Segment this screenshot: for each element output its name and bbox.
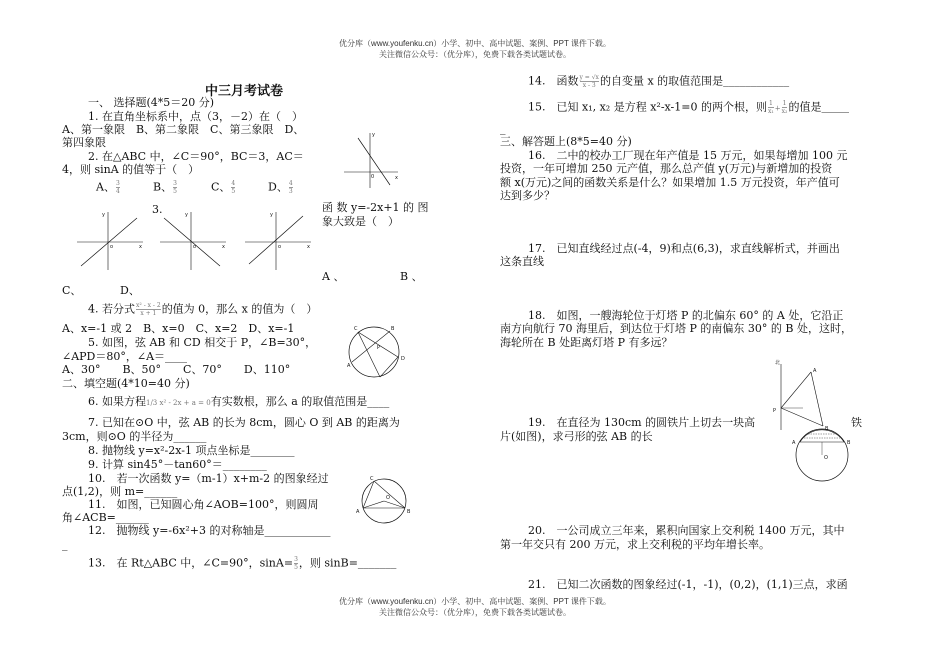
- q3-option-d: D、: [120, 284, 140, 297]
- svg-text:y: y: [185, 212, 188, 218]
- q3-graph-c: [243, 210, 313, 272]
- svg-text:P: P: [773, 408, 777, 414]
- q15-fraction-1: $\frac{1}{\text{x₁}}$: [767, 100, 774, 115]
- question-12-tail: _: [62, 538, 68, 551]
- question-10-cont: 点(1,2)，则 m=______: [62, 485, 178, 498]
- svg-text:B: B: [391, 326, 395, 332]
- svg-text:O: O: [386, 495, 390, 501]
- q1-graph: [340, 130, 400, 190]
- section-2-heading: 二、填空题(4*10=40 分): [62, 377, 190, 390]
- exam-title: 中三月考试卷: [205, 84, 284, 99]
- q2-option-d: D、 $\frac{4}{3}$: [268, 180, 293, 195]
- svg-text:B: B: [847, 440, 851, 446]
- svg-text:B: B: [825, 426, 829, 432]
- question-4-options: A、x=-1 或 2 B、x=0 C、x=2 D、x=-1: [62, 322, 295, 335]
- question-20-cont: 第一年交只有 200 万元，求上交利税的平均年增长率。: [500, 538, 770, 551]
- header-line-2: 关注微信公众号：（优分库），免费下载各类试题试卷。: [379, 50, 571, 59]
- q3-graph-a: [75, 210, 145, 272]
- q2-c-fraction: $\frac{4}{5}$: [231, 180, 236, 195]
- svg-text:y: y: [270, 212, 273, 218]
- q2-option-b: B、 $\frac{3}{5}$: [153, 180, 177, 195]
- q2-a-fraction: $\frac{3}{4}$: [115, 180, 120, 195]
- question-19-end: 铁: [851, 416, 862, 429]
- question-3-number: 3.: [152, 203, 163, 216]
- question-6: 6. 如果方程1/3 x² - 2x + a = 0有实数根，那么 a 的取值范围是____: [88, 395, 390, 408]
- question-20: 20. 一公司成立三年来，累积向国家上交利税 1400 万元，其中: [528, 524, 845, 537]
- question-5: 5. 如图，弦 AB 和 CD 相交于 P，∠B=30°，: [88, 336, 317, 349]
- q3-option-b: B 、: [400, 270, 423, 283]
- page-footer: [0, 596, 950, 618]
- question-19: 19. 在直径为 130cm 的圆铁片上切去一块高: [528, 416, 756, 429]
- svg-text:P: P: [377, 345, 381, 351]
- svg-text:x: x: [307, 244, 310, 250]
- svg-text:B: B: [407, 509, 411, 515]
- q2-option-a: A、 $\frac{3}{4}$: [96, 180, 120, 195]
- question-17-cont: 这条直线: [500, 255, 544, 268]
- svg-text:A: A: [347, 363, 351, 369]
- svg-text:C: C: [370, 476, 374, 482]
- footer-line-2: 关注微信公众号：（优分库），免费下载各类试题试卷。: [379, 608, 571, 617]
- question-18: 18. 如图，一艘海轮位于灯塔 P 的北偏东 60° 的 A 处，它沿正: [528, 309, 844, 322]
- q14-fraction: $\frac{y = √x}{x - 3}$: [579, 74, 599, 89]
- q11-circle-figure: [346, 475, 416, 530]
- svg-text:北: 北: [775, 360, 781, 366]
- svg-text:x: x: [395, 175, 398, 181]
- q3-option-a: A 、: [322, 270, 345, 283]
- q5-circle-figure: [340, 322, 410, 382]
- svg-text:y: y: [372, 132, 375, 138]
- question-13: 13. 在 Rt△ABC 中，∠C=90°，sinA= $\frac{3}{5}$ ，则 sinB=_______: [88, 556, 397, 571]
- question-16-line-3: 额 x(万元)之间的函数关系是什么？如果增加 1.5 万元投资，年产值可: [500, 176, 840, 189]
- q6-equation: 1/3 x² - 2x + a = 0: [146, 399, 211, 407]
- q3-option-c: C、: [62, 284, 82, 297]
- footer-line-1: 优分库（www.youfenku.cn）小学、初中、高中试题、案例、PPT 课件下载。: [339, 597, 611, 606]
- question-2: 2. 在△ABC 中，∠C＝90°，BC＝3，AC＝: [88, 150, 304, 163]
- question-7-cont: 3cm，则⊙O 的半径为______: [62, 430, 207, 443]
- svg-text:O: O: [824, 455, 828, 461]
- question-11-cont: 角∠ACB=______: [62, 511, 149, 524]
- q2-d-fraction: $\frac{4}{3}$: [288, 180, 293, 195]
- question-15-tail: _: [500, 122, 506, 135]
- question-4: 4. 若分式 $\frac{\text{x² - x - 2}}{x + 1}$ 的值为 0，那么 x 的值为（ ）: [88, 302, 318, 317]
- q19-segment-figure: [788, 422, 854, 484]
- question-1-option-d: 第四象限: [62, 136, 106, 149]
- question-17: 17. 已知直线经过点(-4，9)和点(6,3)，求直线解析式，并画出: [528, 242, 840, 255]
- svg-text:0: 0: [371, 174, 375, 180]
- svg-text:A: A: [356, 509, 360, 515]
- header-line-1: 优分库（www.youfenku.cn）小学、初中、高中试题、案例、PPT 课件下载。: [339, 39, 611, 48]
- q2-option-c: C、 $\frac{4}{5}$: [211, 180, 236, 195]
- svg-text:o: o: [278, 244, 282, 250]
- question-12: 12. 抛物线 y=-6x²+3 的对称轴是____________: [88, 524, 331, 537]
- question-18-line-2: 南方向航行 70 海里后，到达位于灯塔 P 的南偏东 30° 的 B 处，这时，: [500, 322, 852, 335]
- svg-text:y: y: [102, 212, 105, 218]
- svg-text:o: o: [193, 244, 197, 250]
- question-2-cont: 4，则 sinA 的值等于（ ）: [62, 163, 200, 176]
- question-5-options: A、30° B、50° C、70° D、110°: [62, 363, 291, 376]
- svg-text:A: A: [792, 440, 796, 446]
- question-19-cont: 片(如图)，求弓形的弦 AB 的长: [500, 430, 653, 443]
- question-16: 16. 二中的校办工厂现在年产值是 15 万元，如果每增加 100 元: [528, 149, 848, 162]
- page-header: [0, 38, 950, 60]
- question-1: 1. 在直角坐标系中，点（3，－2）在（ ）: [88, 110, 303, 123]
- svg-text:x: x: [139, 244, 142, 250]
- question-15: 15. 已知 x₁, x₂ 是方程 x²-x-1=0 的两个根，则 $\frac{1}{\text{x₁}}$ + $\frac{1}{\text{x₂}}$ 的值是_____: [528, 100, 849, 115]
- question-21: 21. 已知二次函数的图象经过(-1，-1)，(0,2)，(1,1)三点，求函: [528, 578, 848, 591]
- svg-text:x: x: [222, 244, 225, 250]
- question-8: 8. 抛物线 y=x²-2x-1 项点坐标是________: [88, 444, 295, 457]
- question-1-options: A、第一象限 B、第二象限 C、第三象限 D、: [62, 123, 305, 136]
- q13-fraction: $\frac{3}{5}$: [294, 556, 298, 571]
- question-16-line-4: 达到多少？: [500, 189, 555, 202]
- q4-fraction: $\frac{\text{x² - x - 2}}{x + 1}$: [136, 302, 161, 317]
- question-7: 7. 已知在⊙O 中，弦 AB 的长为 8cm，圆心 O 到 AB 的距离为: [88, 416, 400, 429]
- question-16-line-2: 投资，一年可增加 250 元产值，那么总产值 y(万元)与新增加的投资: [500, 162, 833, 175]
- q15-fraction-2: $\frac{1}{\text{x₂}}$: [781, 100, 788, 115]
- q3-graph-b: [158, 210, 228, 272]
- svg-text:A: A: [813, 368, 817, 374]
- question-10: 10. 若一次函数 y=（m-1）x+m-2 的图象经过: [88, 472, 329, 485]
- question-14: 14. 函数 $\frac{y = √x}{x - 3}$ 的自变量 x 的取值范围是____________: [528, 74, 790, 89]
- svg-text:o: o: [110, 244, 114, 250]
- svg-text:C: C: [354, 326, 358, 332]
- question-3-cont: 象大致是（ ）: [322, 215, 399, 228]
- question-9: 9. 计算 sin45°－tan60°＝________: [88, 458, 267, 471]
- question-5-cont: ∠APD＝80°，∠A＝____: [62, 350, 188, 363]
- q2-b-fraction: $\frac{3}{5}$: [173, 180, 177, 195]
- question-18-line-3: 海轮所在 B 处距离灯塔 P 有多远？: [500, 336, 673, 349]
- svg-text:D: D: [401, 356, 405, 362]
- question-3: 函 数 y=-2x+1 的 图: [322, 201, 429, 214]
- section-3-heading: 三、解答题上(8*5=40 分): [500, 135, 632, 148]
- section-1-heading: 一、 选择题(4*5＝20 分): [88, 96, 215, 109]
- question-11: 11. 如图，已知圆心角∠AOB=100°，则圆周: [88, 498, 319, 511]
